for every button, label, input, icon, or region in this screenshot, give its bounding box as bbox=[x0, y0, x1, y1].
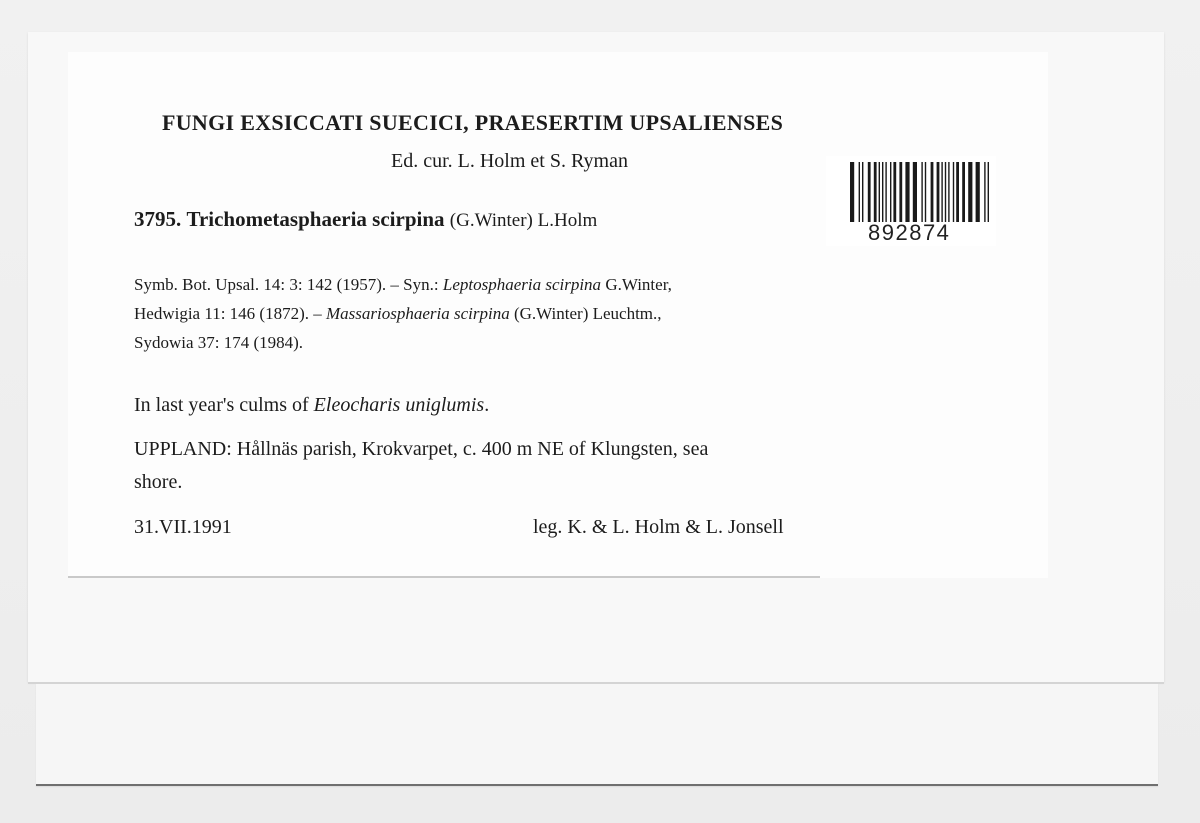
nomenclature-references bbox=[134, 270, 964, 357]
habitat-text: In last year's culms of bbox=[134, 394, 314, 416]
host-name: Eleocharis uniglumis bbox=[313, 394, 485, 416]
reference-line-3: Sydowia 37: 174 (1984). bbox=[134, 333, 304, 352]
reference-text: (G.Winter) Leuchtm., bbox=[509, 304, 662, 323]
label-edge-shadow bbox=[68, 576, 820, 578]
barcode-number: 892874 bbox=[868, 220, 951, 245]
editors-line: Ed. cur. L. Holm et S. Ryman bbox=[391, 150, 628, 172]
packet-flap bbox=[36, 684, 1158, 786]
locality bbox=[134, 433, 1004, 499]
species-line bbox=[134, 207, 597, 232]
taxon-authority: (G.Winter) L.Holm bbox=[449, 210, 598, 231]
collection-date: 31.VII.1991 bbox=[134, 516, 232, 538]
taxon-name: Trichometasphaeria scirpina bbox=[186, 207, 445, 231]
reference-text: Hedwigia 11: 146 (1872). – bbox=[134, 304, 327, 323]
series-title: FUNGI EXSICCATI SUECICI, PRAESERTIM UPSALIENSES bbox=[162, 110, 784, 135]
exsiccata-number: 3795. bbox=[134, 207, 182, 231]
habitat-line bbox=[134, 394, 489, 417]
reference-text: Symb. Bot. Upsal. 14: 3: 142 (1957). – Syn.: bbox=[134, 275, 443, 294]
reference-line-2 bbox=[134, 299, 964, 328]
barcode-sticker bbox=[826, 156, 996, 246]
collectors: leg. K. & L. Holm & L. Jonsell bbox=[533, 516, 784, 538]
synonym-name: Massariosphaeria scirpina bbox=[326, 304, 510, 323]
reference-line-1 bbox=[134, 270, 964, 299]
barcode-icon bbox=[850, 162, 990, 222]
habitat-text: . bbox=[484, 394, 490, 416]
synonym-name: Leptosphaeria scirpina bbox=[442, 275, 602, 294]
locality-line-1: UPPLAND: Hållnäs parish, Krokvarpet, c. 400 m NE of Klungsten, sea bbox=[134, 438, 709, 460]
locality-line-2: shore. bbox=[134, 471, 183, 493]
reference-text: G.Winter, bbox=[601, 275, 672, 294]
